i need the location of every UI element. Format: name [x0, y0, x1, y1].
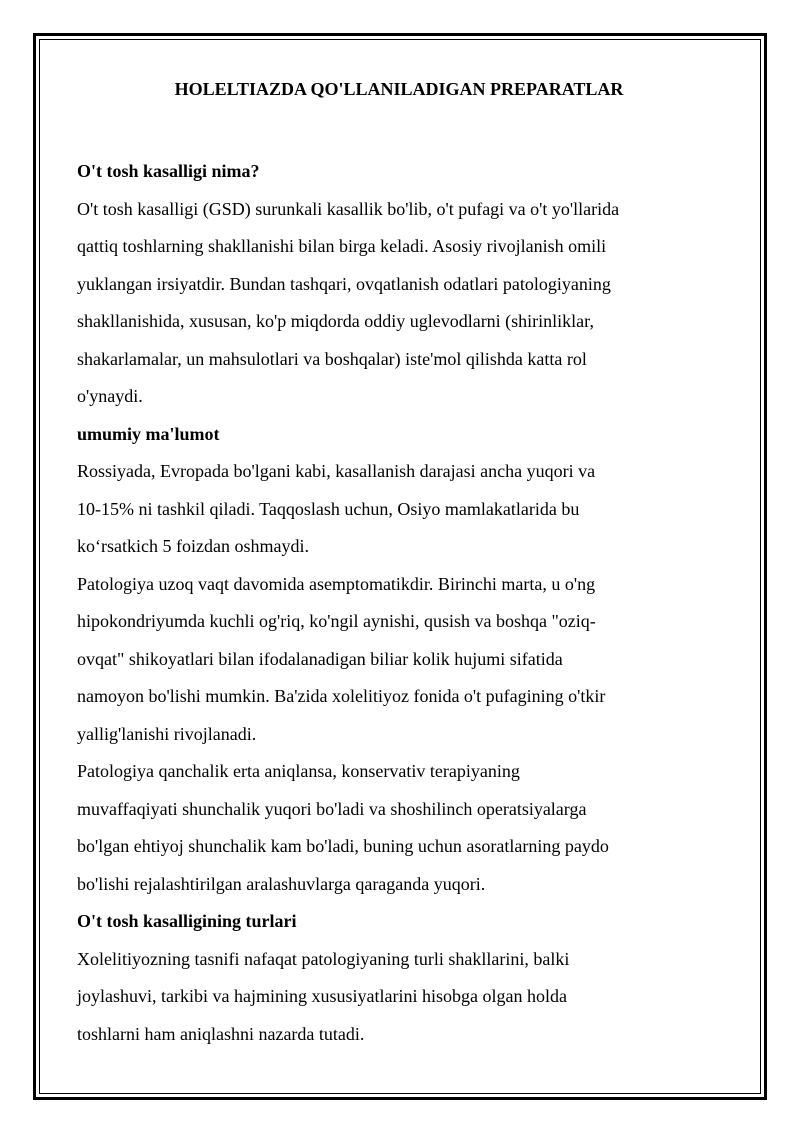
section-general-info: [77, 416, 725, 904]
paragraph-line: o'ynaydi.: [77, 386, 143, 406]
paragraph-line: yallig'lanishi rivojlanadi.: [77, 723, 257, 744]
section-heading: O't tosh kasalligi nima?: [77, 161, 260, 181]
paragraph-line: hipokondriyumda kuchli og'riq, ko'ngil aynishi, qusish va boshqa "oziq-: [77, 611, 596, 631]
paragraph-line: Patologiya uzoq vaqt davomida asemptomatikdir. Birinchi marta, u o'ng: [77, 573, 596, 594]
paragraph-line: 10-15% ni tashkil qiladi. Taqqoslash uchun, Osiyo mamlakatlarida bu: [77, 498, 580, 519]
paragraph-line: ovqat" shikoyatlari bilan ifodalanadigan biliar kolik hujumi sifatida: [77, 648, 563, 669]
section-what-is-gallstone: [77, 153, 725, 416]
paragraph-line: Rossiyada, Evropada bo'lgani kabi, kasallanish darajasi ancha yuqori va: [77, 461, 596, 481]
paragraph-line: ko‘rsatkich 5 foizdan oshmaydi.: [77, 536, 309, 556]
document-title: HOLELTIAZDA QO'LLANILADIGAN PREPARATLAR: [174, 79, 624, 99]
paragraph-line: Patologiya qanchalik erta aniqlansa, konservativ terapiyaning: [77, 761, 520, 781]
paragraph-line: muvaffaqiyati shunchalik yuqori bo'ladi va shoshilinch operatsiyalarga: [77, 798, 587, 819]
paragraph-line: shakllanishida, xususan, ko'p miqdorda oddiy uglevodlarni (shirinliklar,: [77, 311, 594, 331]
paragraph-line: O't tosh kasalligi (GSD) surunkali kasallik bo'lib, o't pufagi va o't yo'llarida: [77, 198, 620, 219]
document-body: [77, 72, 725, 1053]
paragraph-line: bo'lishi rejalashtirilgan aralashuvlarga qaraganda yuqori.: [77, 873, 486, 894]
paragraph-line: qattiq toshlarning shakllanishi bilan birga keladi. Asosiy rivojlanish omili: [77, 236, 607, 256]
paragraph-line: bo'lgan ehtiyoj shunchalik kam bo'ladi, buning uchun asoratlarning paydo: [77, 836, 609, 856]
paragraph-line: namoyon bo'lishi mumkin. Ba'zida xolelitiyoz fonida o't pufagining o'tkir: [77, 686, 606, 706]
paragraph-line: toshlarni ham aniqlashni nazarda tutadi.: [77, 1023, 365, 1044]
section-gallstone-types: [77, 903, 725, 1053]
section-heading: umumiy ma'lumot: [77, 423, 220, 444]
paragraph-line: Xolelitiyozning tasnifi nafaqat patologiyaning turli shakllarini, balki: [77, 948, 570, 969]
paragraph-line: shakarlamalar, un mahsulotlari va boshqalar) iste'mol qilishda katta rol: [77, 348, 587, 369]
section-heading: O't tosh kasalligining turlari: [77, 911, 297, 931]
paragraph-line: yuklangan irsiyatdir. Bundan tashqari, ovqatlanish odatlari patologiyaning: [77, 273, 611, 294]
paragraph-line: joylashuvi, tarkibi va hajmining xususiyatlarini hisobga olgan holda: [77, 986, 567, 1006]
